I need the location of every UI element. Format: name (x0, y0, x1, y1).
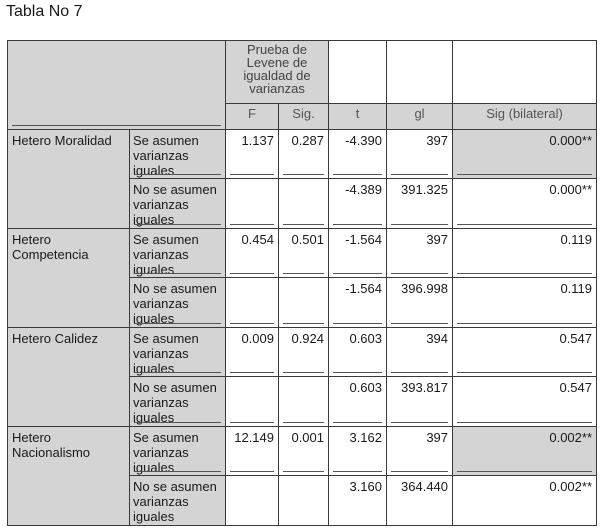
sig-bilateral-value: 0.119 (453, 278, 597, 328)
sig-value: 0.924 (279, 327, 329, 377)
levene-header: Prueba de Levene de igualdad de varianzas (226, 41, 329, 104)
sig-value (279, 179, 329, 229)
sig-bilateral-value: 0.000** (453, 179, 597, 229)
sig-bilateral-value: 0.002** (453, 426, 597, 476)
t-value: -4.390 (329, 129, 387, 179)
t-value: -1.564 (329, 278, 387, 328)
t-value: -4.389 (329, 179, 387, 229)
sig-value: 0.501 (279, 228, 329, 278)
levene-ttest-table (7, 40, 597, 526)
variable-label: Hetero Moralidad (8, 129, 130, 228)
f-value (226, 476, 279, 526)
condition-label: Se asumen varianzas iguales (130, 426, 226, 476)
sig-bilateral-value: 0.547 (453, 377, 597, 427)
column-header-sig: Sig. (279, 103, 329, 129)
f-value: 0.454 (226, 228, 279, 278)
f-value: 12.149 (226, 426, 279, 476)
gl-value: 391.325 (387, 179, 453, 229)
sig-value (279, 278, 329, 328)
condition-label: Se asumen varianzas iguales (130, 228, 226, 278)
sig-value (279, 476, 329, 526)
f-value (226, 278, 279, 328)
sig-value: 0.287 (279, 129, 329, 179)
header-blank-gl (387, 41, 453, 104)
t-value: 0.603 (329, 377, 387, 427)
condition-label: Se asumen varianzas iguales (130, 129, 226, 179)
condition-label: Se asumen varianzas iguales (130, 327, 226, 377)
variable-label: Hetero Calidez (8, 327, 130, 426)
column-header-gl: gl (387, 103, 453, 129)
condition-label: No se asumen varianzas iguales (130, 377, 226, 427)
condition-label: No se asumen varianzas iguales (130, 179, 226, 229)
table-row (8, 129, 597, 179)
gl-value: 397 (387, 228, 453, 278)
header-corner (8, 41, 226, 130)
gl-value: 396.998 (387, 278, 453, 328)
t-value: 3.162 (329, 426, 387, 476)
column-header-f: F (226, 103, 279, 129)
sig-bilateral-value: 0.002** (453, 476, 597, 526)
gl-value: 397 (387, 426, 453, 476)
header-blank-t (329, 41, 387, 104)
sig-value: 0.001 (279, 426, 329, 476)
condition-label: No se asumen varianzas iguales (130, 476, 226, 526)
gl-value: 394 (387, 327, 453, 377)
t-value: 3.160 (329, 476, 387, 526)
table-row (8, 327, 597, 377)
table-row (8, 426, 597, 476)
table-row (8, 228, 597, 278)
column-header-t: t (329, 103, 387, 129)
variable-label: Hetero Nacionalismo (8, 426, 130, 525)
variable-label: Hetero Competencia (8, 228, 130, 327)
sig-bilateral-value: 0.119 (453, 228, 597, 278)
gl-value: 393.817 (387, 377, 453, 427)
table-caption: Tabla No 7 (6, 3, 83, 20)
condition-label: No se asumen varianzas iguales (130, 278, 226, 328)
f-value: 0.009 (226, 327, 279, 377)
gl-value: 397 (387, 129, 453, 179)
f-value: 1.137 (226, 129, 279, 179)
t-value: -1.564 (329, 228, 387, 278)
t-value: 0.603 (329, 327, 387, 377)
f-value (226, 377, 279, 427)
header-blank-sig-bilateral (453, 41, 597, 104)
f-value (226, 179, 279, 229)
gl-value: 364.440 (387, 476, 453, 526)
sig-value (279, 377, 329, 427)
sig-bilateral-value: 0.547 (453, 327, 597, 377)
sig-bilateral-value: 0.000** (453, 129, 597, 179)
column-header-sig-bilateral: Sig (bilateral) (453, 103, 597, 129)
